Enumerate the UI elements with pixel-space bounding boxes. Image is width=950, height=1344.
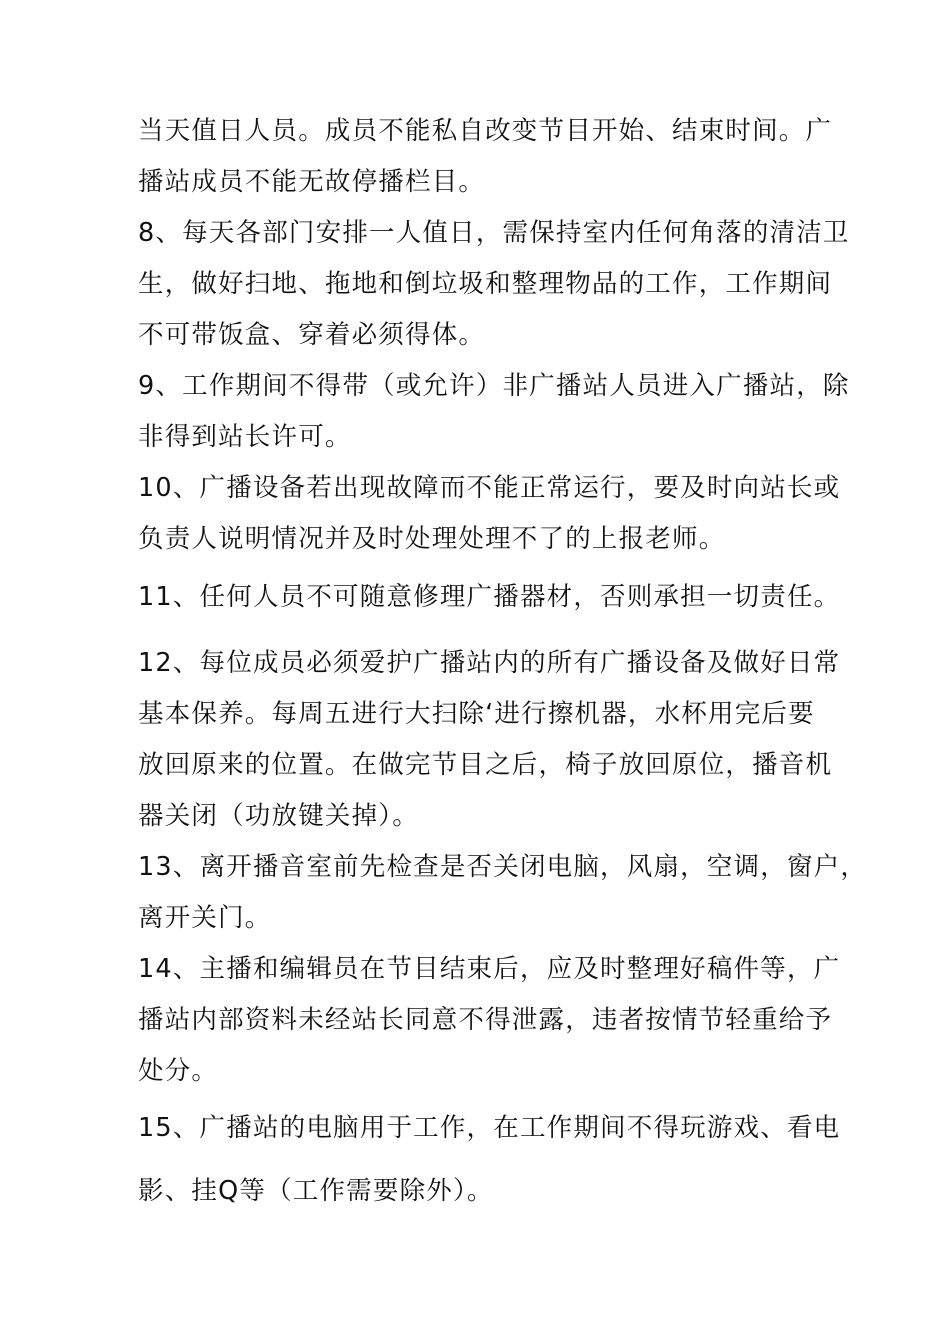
text-line: 负责人说明情况并及时处理处理不了的上报老师。: [138, 524, 726, 554]
text-line: 12、每位成员必须爱护广播站内的所有广播设备及做好日常: [138, 648, 841, 678]
text-line: 13、离开播音室前先检查是否关闭电脑，风扇，空调，窗户，: [138, 852, 868, 882]
text-line: 9、工作期间不得带（或允许）非广播站人员进入广播站，除: [138, 371, 850, 401]
text-line: 基本保养。每周五进行大扫除‘进行擦机器，水杯用完后要: [138, 699, 815, 729]
text-line: 当天值日人员。成员不能私自改变节目开始、结束时间。广: [138, 116, 833, 146]
text-line: 处分。: [138, 1056, 219, 1086]
text-line: 10、广播设备若出现故障而不能正常运行，要及时向站长或: [138, 473, 841, 503]
text-line: 器关闭（功放键关掉）。: [138, 801, 419, 831]
text-line: 播站成员不能无故停播栏目。: [138, 167, 486, 197]
text-line: 8、每天各部门安排一人值日，需保持室内任何角落的清洁卫: [138, 218, 850, 248]
text-line: 11、任何人员不可随意修理广播器材，否则承担一切责任。: [138, 582, 841, 612]
text-line: 离开关门。: [138, 903, 272, 933]
text-line: 播站内部资料未经站长同意不得泄露，违者按情节轻重给予: [138, 1005, 833, 1035]
text-line: 15、广播站的电脑用于工作，在工作期间不得玩游戏、看电: [138, 1113, 841, 1143]
text-line: 非得到站长许可。: [138, 422, 352, 452]
text-line: 14、主播和编辑员在节目结束后，应及时整理好稿件等，广: [138, 954, 841, 984]
text-line: 不可带饭盒、穿着必须得体。: [138, 320, 486, 350]
text-line: 影、挂Q等（工作需要除外）。: [138, 1176, 494, 1206]
text-line: 放回原来的位置。在做完节目之后，椅子放回原位，播音机: [138, 750, 833, 780]
text-line: 生，做好扫地、拖地和倒垃圾和整理物品的工作，工作期间: [138, 269, 833, 299]
